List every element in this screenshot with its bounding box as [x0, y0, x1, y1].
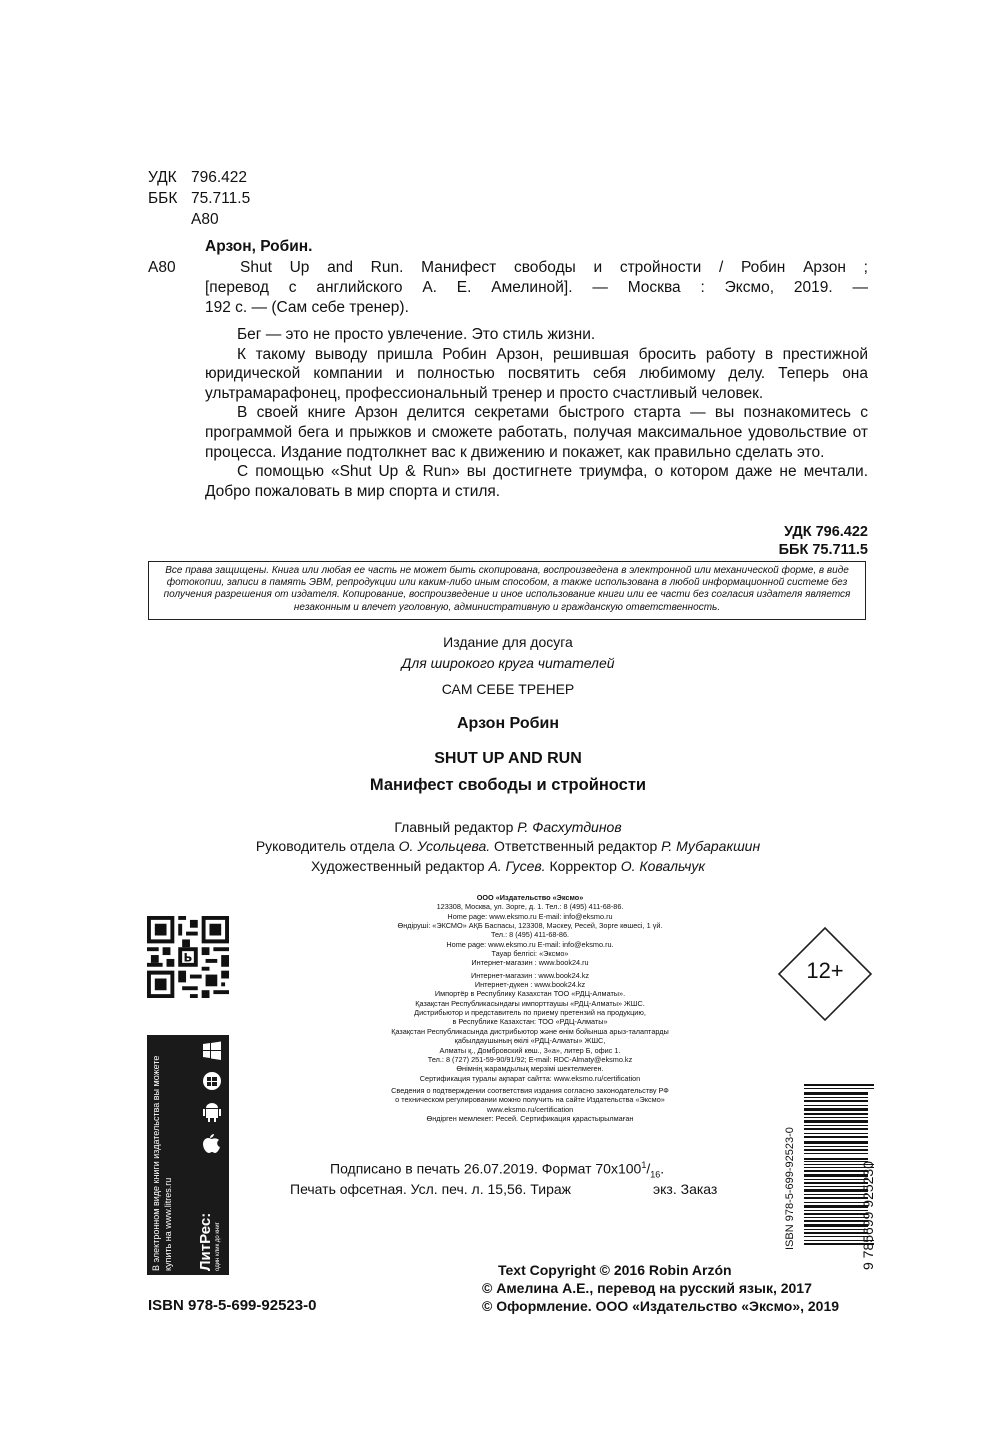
windows-phone-icon [202, 1071, 222, 1091]
imprint-line: Импортёр в Республику Казахстан ТОО «РДЦ-Алматы». [434, 989, 626, 999]
imprint-line: Home page: www.eksmo.ru E-mail: info@eksmo.ru. [446, 939, 614, 949]
staff-name: О. Усольцева. [398, 838, 491, 854]
annotation-paragraph: В своей книге Арзон делится секретами быстрого старта — вы познакомитесь с программой бега и прыжков и сможете работать, получая максимальное удовольствие от процесса. Издание подтолкнет вас к движению и покажет, как правильно сделать это. [205, 404, 868, 461]
svg-text:Ь: Ь [183, 950, 193, 965]
annotation [205, 325, 868, 501]
imprint-line: о техническом регулировании можно получить на сайте Издательства «Эксмо» [395, 1095, 665, 1105]
staff-line-2 [148, 838, 868, 854]
staff-label: Художественный редактор [311, 858, 489, 874]
qr-code-icon [147, 916, 229, 998]
print-info-text: Подписано в печать 26.07.2019. Формат 70x100 [330, 1160, 642, 1177]
staff-label: Ответственный редактор [490, 838, 662, 854]
barcode-isbn-text: ISBN 978-5-699-92523-0 [784, 1127, 796, 1250]
staff-name: Р. Фасхутдинов [517, 819, 622, 835]
bib-line-2: [перевод с английского А. Е. Амелиной]. — Москва : Эксмо, 2019. — [205, 279, 868, 296]
staff-name: О. Ковальчук [620, 858, 705, 874]
book-subtitle: Манифест свободы и стройности [369, 776, 647, 794]
edition-type: Издание для досуга [443, 634, 573, 650]
format-numerator: 1 [641, 1160, 647, 1170]
age-rating-text: 12+ [806, 958, 844, 983]
litres-line-2: купить на www.litres.ru [163, 1177, 173, 1271]
bbk-label: ББК [148, 190, 178, 207]
imprint-line: Өндіруші: «ЭКСМО» АҚБ Баспасы, 123308, Мәскеу, Ресей, Зорге көшесі, 1 үй. [397, 921, 663, 931]
staff-label: Руководитель отдела [255, 838, 399, 854]
imprint-line: Алматы қ., Домбровский көш., 3«а», литер Б, офис 1. [439, 1045, 621, 1055]
bbk-value: 75.711.5 [191, 190, 251, 207]
book-author: Арзон Робин [457, 715, 559, 732]
windows-icon [202, 1041, 222, 1061]
rights-notice: Все права защищены. Книга или любая ее часть не может быть скопирована, воспроизведена в электронной или механической форме, в виде фотокопии, записи в память ЭВМ, репродукции или каким-либо иным способом, а также использована в любой информационной системе без получения разрешения от издателя. Копирование, воспроизведение и иное использование книги или ее части без согласия издателя является незаконным и влечет уголовную, административную и гражданскую ответственность. [148, 561, 866, 620]
bbk-right: ББК 75.711.5 [778, 542, 868, 558]
edition-audience: Для широкого круга читателей [401, 655, 615, 671]
imprint-block [330, 893, 730, 1123]
print-info-line-1: Подписано в печать 26.07.2019. Формат $70x100^1/_{16}$. [330, 1160, 665, 1180]
imprint-line: Дистрибьютор и представитель по приему претензий на продукцию, [414, 1008, 646, 1018]
annotation-paragraph: Бег — это не просто увлечение. Это стиль жизни. [237, 326, 596, 343]
litres-banner [147, 1035, 229, 1275]
copyright-line-3: © Оформление. ООО «Издательство «Эксмо», 2019 [482, 1298, 840, 1314]
litres-line-1: В электронном виде книги издательства вы можете [151, 1055, 161, 1271]
imprint-line: Тауар белгісі: «Эксмо» [491, 949, 569, 959]
bib-line-3: 192 с. — (Сам себе тренер). [205, 299, 409, 316]
imprint-line: 123308, Москва, ул. Зорге, д. 1. Тел.: 8 (495) 411-68-86. [436, 902, 624, 912]
imprint-line: Қазақстан Республикасында дистрибьютор және өнім бойынша арыз-талаптарды [391, 1026, 669, 1036]
android-icon [202, 1101, 222, 1123]
bib-mark: А80 [148, 259, 176, 276]
isbn: ISBN 978-5-699-92523-0 [148, 1297, 317, 1314]
imprint-line: Home page: www.eksmo.ru E-mail: info@eksmo.ru [447, 911, 613, 921]
imprint-line: ООО «Издательство «Эксмо» [476, 893, 584, 902]
udk-label: УДК [148, 169, 177, 186]
print-info-line-2-end: экз. Заказ [653, 1181, 718, 1197]
series-name: САМ СЕБЕ ТРЕНЕР [441, 681, 575, 697]
annotation-paragraph: К такому выводу пришла Робин Арзон, решившая бросить работу в престижной юридической компании и полностью посвятить себя любимому делу. Теперь она ультрамарафонец, профессиональный тренер и просто счастливый человек. [205, 345, 868, 402]
imprint-line: қабылдаушының өкілі «РДЦ-Алматы» ЖШС, [454, 1036, 606, 1046]
book-title: SHUT UP AND RUN [434, 750, 582, 767]
print-info-line-2: Печать офсетная. Усл. печ. л. 15,56. Тираж [290, 1181, 572, 1197]
udk-value: 796.422 [191, 169, 248, 186]
bib-line-1: Shut Up and Run. Манифест свободы и стройности / Робин Арзон ; [240, 259, 868, 276]
udk-right: УДК 796.422 [784, 524, 868, 540]
imprint-line: Интернет-дүкен : www.book24.kz [474, 980, 586, 990]
barcode [782, 1082, 876, 1270]
apple-icon [202, 1133, 222, 1155]
imprint-line: Сертификация туралы ақпарат сайтта: www.eksmo.ru/certification [419, 1073, 641, 1083]
barcode-digits: 9 785699 925230 [860, 1161, 876, 1270]
format-denominator: 16 [650, 1169, 661, 1180]
copyright-line-1: Text Copyright © 2016 Robin Arzón [498, 1262, 732, 1278]
staff-line-1 [148, 819, 868, 835]
imprint-line: Интернет-магазин : www.book24.kz [470, 970, 590, 980]
imprint-line: Өндірген мемлекет: Ресей. Сертификация қарастырылмаған [426, 1113, 634, 1123]
copyright-line-2: © Амелина А.Е., перевод на русский язык, 2017 [482, 1280, 812, 1296]
staff-label: Корректор [545, 858, 621, 874]
imprint-line: Қазақстан Республикасындағы импорттаушы «РДЦ-Алматы» ЖШС. [415, 998, 645, 1008]
imprint-line: www.eksmo.ru/certification [486, 1104, 574, 1114]
staff-label: Главный редактор [394, 819, 518, 835]
annotation-paragraph: С помощью «Shut Up & Run» вы достигнете триумфа, о котором даже не мечтали. Добро пожаловать в мир спорта и стиля. [205, 463, 868, 500]
imprint-line: Сведения о подтверждении соответствия издания согласно законодательству РФ [391, 1085, 669, 1095]
imprint-line: Тел.: 8 (727) 251-59-90/91/92; E-mail: RDC-Almaty@eksmo.kz [427, 1054, 633, 1064]
imprint-line: в Республике Казахстан: ТОО «РДЦ-Алматы» [452, 1017, 608, 1027]
author-mark: А80 [191, 211, 219, 228]
author-heading: Арзон, Робин. [205, 238, 313, 255]
staff-name: А. Гусев. [488, 858, 546, 874]
print-info-end: . [660, 1160, 665, 1177]
imprint-line: Тел.: 8 (495) 411-68-86. [490, 930, 570, 940]
imprint-line: Интернет-магазин : www.book24.ru [471, 958, 589, 968]
imprint-line: Өнімнің жарамдылық мерзімі шектелмеген. [456, 1064, 604, 1074]
litres-slogan: один клик до книг [215, 1222, 221, 1271]
staff-line-3 [148, 858, 868, 874]
staff-name: Р. Мубаракшин [661, 838, 761, 854]
litres-brand: ЛитРес: [197, 1212, 214, 1271]
